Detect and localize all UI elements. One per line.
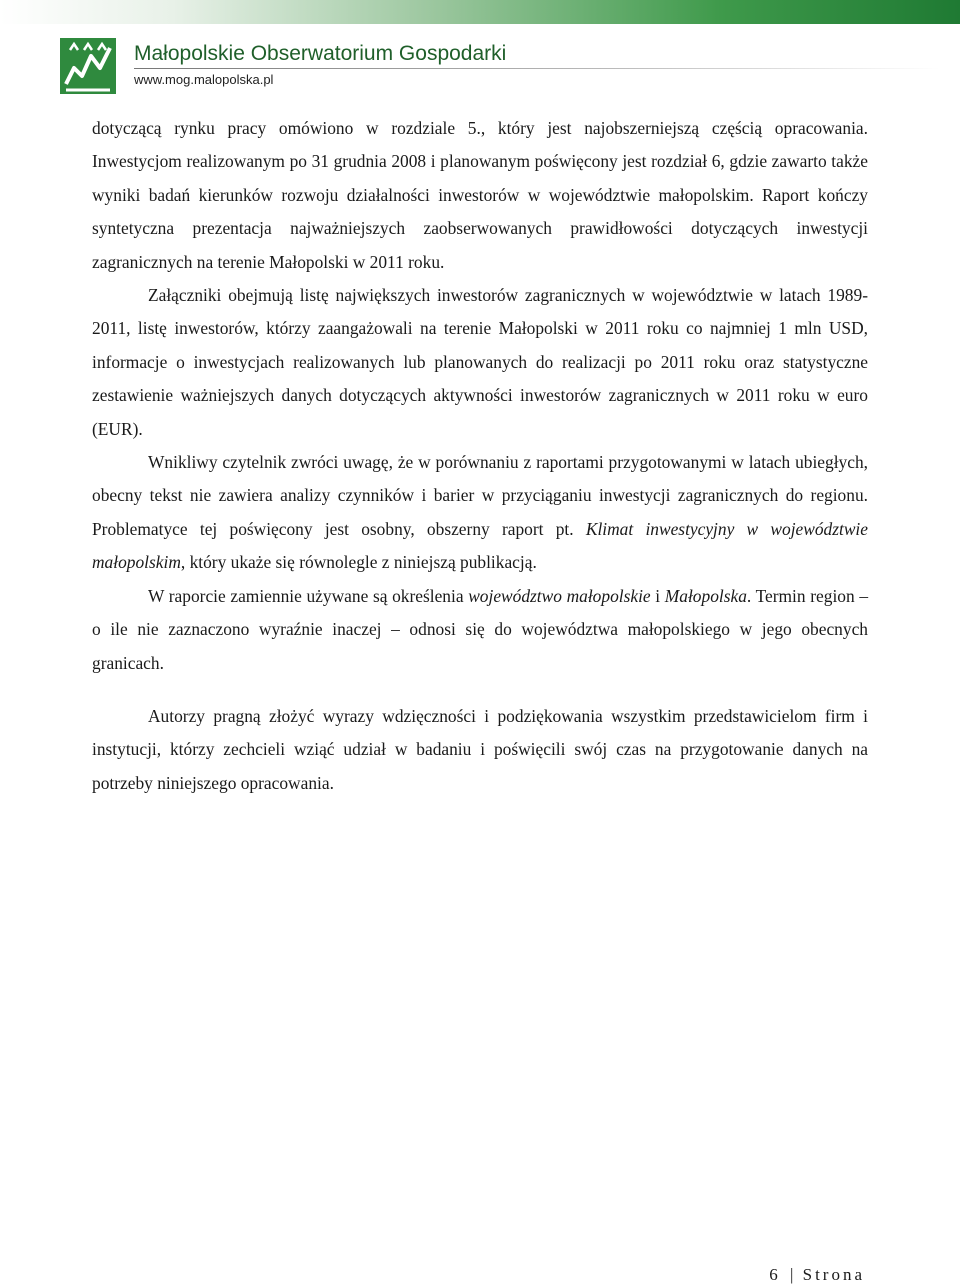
organization-name: Małopolskie Obserwatorium Gospodarki: [134, 42, 507, 65]
paragraph-4-text-e: . Termin region – o ile nie zaznaczono wyraźnie inaczej – odnosi się do województwa małopolskiego w jego obecnych granicach.: [92, 585, 869, 673]
paragraph-3: [92, 446, 868, 580]
paragraph-3-text-c: , który ukaże się równolegle z niniejszą publikacją.: [180, 552, 537, 573]
header-divider: [134, 68, 940, 69]
page-label: Strona: [802, 1265, 865, 1284]
page-number: 6: [769, 1265, 781, 1284]
paragraph-1: dotyczącą rynku pracy omówiono w rozdziale 5., który jest najobszerniejszą częścią opracowania. Inwestycjom realizowanym po 31 grudnia 2008 i planowanym poświęcony jest rozdział 6, gdzie zawarto także wyniki badań kierunków rozwoju działalności inwestorów w województwie małopolskim. Raport kończy syntetyczna prezentacja najważniejszych zaobserwowanych prawidłowości dotyczących inwestycji zagranicznych na terenie Małopolski w 2011 roku.: [92, 118, 868, 272]
top-decorative-band: [0, 0, 960, 24]
footer-separator: |: [789, 1265, 794, 1284]
mog-logo-icon: [60, 38, 116, 94]
term-malopolska-italic: Małopolska: [664, 585, 747, 606]
paragraph-5-acknowledgements: Autorzy pragną złożyć wyrazy wdzięczności i podziękowania wszystkim przedstawicielom firm i instytucji, którzy zechcieli wziąć udział w badaniu i poświęcili swój czas na przygotowanie danych na potrzeby niniejszego opracowania.: [92, 705, 868, 793]
document-body: [92, 112, 868, 800]
paragraph-3-text-a: Wnikliwy czytelnik zwróci uwagę, że w porównaniu z raportami przygotowanymi w latach ubiegłych, obecny tekst nie zawiera analizy czynników i barier w przyciąganiu inwestycji zagranicznych do regionu. Problematyce tej poświęcony jest osobny, obszerny raport pt.: [92, 452, 868, 539]
paragraph-spacer: [92, 680, 868, 700]
page-header: [60, 38, 940, 98]
organization-url-link[interactable]: www.mog.malopolska.pl: [134, 72, 274, 87]
page-footer: [769, 1265, 865, 1285]
term-wojewodztwo-italic: województwo małopolskie: [468, 585, 651, 606]
report-title-italic: Klimat inwestycyjny w województwie małopolskim: [92, 518, 868, 573]
paragraph-4-text-c: i: [650, 585, 665, 606]
paragraph-4: [92, 580, 868, 680]
paragraph-2: Załączniki obejmują listę największych inwestorów zagranicznych w województwie w latach 1989-2011, listę inwestorów, którzy zaangażowali na terenie Małopolski w 2011 roku co najmniej 1 mln USD, informacje o inwestycjach realizowanych lub planowanych do realizacji po 2011 roku oraz statystyczne zestawienie ważniejszych danych dotyczących aktywności inwestorów zagranicznych w 2011 roku w euro (EUR).: [92, 285, 868, 439]
paragraph-4-text-a: W raporcie zamiennie używane są określenia: [148, 585, 469, 606]
